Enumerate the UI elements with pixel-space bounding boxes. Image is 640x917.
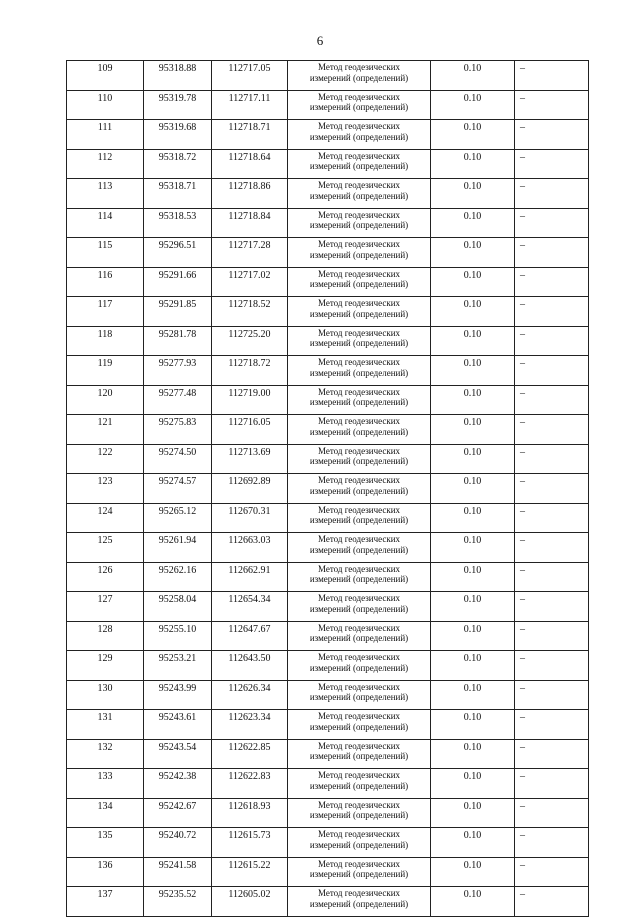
point-number-cell: 118 bbox=[67, 326, 144, 356]
method-line: Метод геодезических bbox=[317, 416, 401, 426]
method-line: Метод геодезических bbox=[317, 858, 401, 869]
y-coordinate-cell: 112717.28 bbox=[212, 238, 288, 268]
table-row bbox=[67, 238, 589, 268]
x-coordinate-cell: 95318.71 bbox=[144, 179, 212, 209]
y-coordinate-cell: 112623.34 bbox=[212, 710, 288, 740]
y-coordinate-cell: 112716.05 bbox=[212, 415, 288, 445]
description-cell: – bbox=[515, 297, 589, 327]
accuracy-cell: 0.10 bbox=[431, 326, 515, 356]
table-row bbox=[67, 444, 589, 474]
table-row bbox=[67, 179, 589, 209]
table-row bbox=[67, 739, 589, 769]
table-row bbox=[67, 769, 589, 799]
y-coordinate-cell: 112717.11 bbox=[212, 90, 288, 120]
accuracy-cell: 0.10 bbox=[431, 61, 515, 91]
x-coordinate-cell: 95265.12 bbox=[144, 503, 212, 533]
x-coordinate-cell: 95291.85 bbox=[144, 297, 212, 327]
table-row bbox=[67, 297, 589, 327]
method-cell bbox=[288, 415, 431, 445]
method-line: измерений (определений) bbox=[309, 751, 409, 761]
table-row bbox=[67, 533, 589, 563]
point-number-cell: 114 bbox=[67, 208, 144, 238]
x-coordinate-cell: 95318.88 bbox=[144, 61, 212, 91]
page-number: 6 bbox=[316, 33, 324, 48]
table-row bbox=[67, 356, 589, 386]
y-coordinate-cell: 112718.64 bbox=[212, 149, 288, 179]
table-row bbox=[67, 385, 589, 415]
method-cell bbox=[288, 179, 431, 209]
coordinates-table-body bbox=[67, 61, 589, 917]
y-coordinate-cell: 112717.05 bbox=[212, 61, 288, 91]
description-cell: – bbox=[515, 385, 589, 415]
y-coordinate-cell: 112719.00 bbox=[212, 385, 288, 415]
method-cell bbox=[288, 474, 431, 504]
method-cell bbox=[288, 651, 431, 681]
x-coordinate-cell: 95258.04 bbox=[144, 592, 212, 622]
table-row bbox=[67, 90, 589, 120]
accuracy-cell: 0.10 bbox=[431, 415, 515, 445]
accuracy-cell: 0.10 bbox=[431, 356, 515, 386]
method-line: Метод геодезических bbox=[317, 357, 401, 367]
accuracy-cell: 0.10 bbox=[431, 710, 515, 740]
x-coordinate-cell: 95262.16 bbox=[144, 562, 212, 592]
accuracy-cell: 0.10 bbox=[431, 651, 515, 681]
method-cell bbox=[288, 444, 431, 474]
method-cell bbox=[288, 267, 431, 297]
method-line: измерений (определений) bbox=[309, 190, 409, 201]
method-line: измерений (определений) bbox=[309, 603, 409, 614]
x-coordinate-cell: 95255.10 bbox=[144, 621, 212, 651]
method-line: измерений (определений) bbox=[309, 367, 409, 378]
y-coordinate-cell: 112718.52 bbox=[212, 297, 288, 327]
description-cell: – bbox=[515, 651, 589, 681]
method-line: Метод геодезических bbox=[317, 829, 401, 839]
x-coordinate-cell: 95277.48 bbox=[144, 385, 212, 415]
y-coordinate-cell: 112615.22 bbox=[212, 857, 288, 887]
accuracy-cell: 0.10 bbox=[431, 739, 515, 769]
method-cell bbox=[288, 621, 431, 651]
method-cell bbox=[288, 503, 431, 533]
method-line: измерений (определений) bbox=[309, 102, 409, 112]
method-line: измерений (определений) bbox=[309, 662, 409, 673]
y-coordinate-cell: 112713.69 bbox=[212, 444, 288, 474]
x-coordinate-cell: 95291.66 bbox=[144, 267, 212, 297]
method-line: измерений (определений) bbox=[309, 249, 409, 260]
method-line: измерений (определений) bbox=[309, 692, 409, 702]
table-row bbox=[67, 828, 589, 858]
method-line: измерений (определений) bbox=[309, 780, 409, 791]
method-line: Метод геодезических bbox=[317, 475, 401, 485]
method-line: измерений (определений) bbox=[309, 721, 409, 732]
y-coordinate-cell: 112663.03 bbox=[212, 533, 288, 563]
accuracy-cell: 0.10 bbox=[431, 887, 515, 917]
y-coordinate-cell: 112605.02 bbox=[212, 887, 288, 917]
method-cell bbox=[288, 90, 431, 120]
point-number-cell: 131 bbox=[67, 710, 144, 740]
point-number-cell: 121 bbox=[67, 415, 144, 445]
point-number-cell: 117 bbox=[67, 297, 144, 327]
x-coordinate-cell: 95319.78 bbox=[144, 90, 212, 120]
method-line: Метод геодезических bbox=[317, 121, 401, 131]
description-cell: – bbox=[515, 710, 589, 740]
accuracy-cell: 0.10 bbox=[431, 828, 515, 858]
method-line: измерений (определений) bbox=[309, 456, 409, 466]
description-cell: – bbox=[515, 208, 589, 238]
table-row bbox=[67, 651, 589, 681]
y-coordinate-cell: 112622.85 bbox=[212, 739, 288, 769]
accuracy-cell: 0.10 bbox=[431, 592, 515, 622]
accuracy-cell: 0.10 bbox=[431, 444, 515, 474]
table-row bbox=[67, 208, 589, 238]
method-line: измерений (определений) bbox=[309, 898, 409, 909]
table-row bbox=[67, 415, 589, 445]
description-cell: – bbox=[515, 326, 589, 356]
point-number-cell: 134 bbox=[67, 798, 144, 828]
x-coordinate-cell: 95242.38 bbox=[144, 769, 212, 799]
point-number-cell: 132 bbox=[67, 739, 144, 769]
point-number-cell: 130 bbox=[67, 680, 144, 710]
x-coordinate-cell: 95261.94 bbox=[144, 533, 212, 563]
description-cell: – bbox=[515, 769, 589, 799]
table-row bbox=[67, 710, 589, 740]
point-number-cell: 123 bbox=[67, 474, 144, 504]
x-coordinate-cell: 95318.72 bbox=[144, 149, 212, 179]
table-row bbox=[67, 680, 589, 710]
table-row bbox=[67, 621, 589, 651]
table-row bbox=[67, 798, 589, 828]
y-coordinate-cell: 112718.72 bbox=[212, 356, 288, 386]
method-line: измерений (определений) bbox=[309, 397, 409, 407]
method-cell bbox=[288, 61, 431, 91]
method-line: измерений (определений) bbox=[309, 810, 409, 820]
method-line: Метод геодезических bbox=[317, 180, 401, 190]
method-cell bbox=[288, 385, 431, 415]
accuracy-cell: 0.10 bbox=[431, 149, 515, 179]
x-coordinate-cell: 95242.67 bbox=[144, 798, 212, 828]
method-cell bbox=[288, 356, 431, 386]
point-number-cell: 126 bbox=[67, 562, 144, 592]
table-row bbox=[67, 503, 589, 533]
point-number-cell: 122 bbox=[67, 444, 144, 474]
x-coordinate-cell: 95274.57 bbox=[144, 474, 212, 504]
method-cell bbox=[288, 857, 431, 887]
table-row bbox=[67, 61, 589, 91]
description-cell: – bbox=[515, 90, 589, 120]
description-cell: – bbox=[515, 887, 589, 917]
accuracy-cell: 0.10 bbox=[431, 680, 515, 710]
method-line: Метод геодезических bbox=[317, 445, 401, 456]
method-line: измерений (определений) bbox=[309, 72, 409, 83]
method-cell bbox=[288, 739, 431, 769]
method-line: Метод геодезических bbox=[317, 239, 401, 249]
point-number-cell: 136 bbox=[67, 857, 144, 887]
method-cell bbox=[288, 887, 431, 917]
accuracy-cell: 0.10 bbox=[431, 503, 515, 533]
y-coordinate-cell: 112626.34 bbox=[212, 680, 288, 710]
method-line: измерений (определений) bbox=[309, 485, 409, 496]
description-cell: – bbox=[515, 179, 589, 209]
method-line: измерений (определений) bbox=[309, 279, 409, 289]
method-cell bbox=[288, 798, 431, 828]
x-coordinate-cell: 95319.68 bbox=[144, 120, 212, 150]
method-line: Метод геодезических bbox=[317, 91, 401, 102]
method-cell bbox=[288, 533, 431, 563]
table-row bbox=[67, 149, 589, 179]
accuracy-cell: 0.10 bbox=[431, 857, 515, 887]
point-number-cell: 110 bbox=[67, 90, 144, 120]
method-line: измерений (определений) bbox=[309, 161, 409, 171]
x-coordinate-cell: 95277.93 bbox=[144, 356, 212, 386]
accuracy-cell: 0.10 bbox=[431, 798, 515, 828]
method-cell bbox=[288, 149, 431, 179]
accuracy-cell: 0.10 bbox=[431, 120, 515, 150]
point-number-cell: 133 bbox=[67, 769, 144, 799]
accuracy-cell: 0.10 bbox=[431, 267, 515, 297]
x-coordinate-cell: 95281.78 bbox=[144, 326, 212, 356]
point-number-cell: 128 bbox=[67, 621, 144, 651]
method-line: измерений (определений) bbox=[309, 515, 409, 525]
x-coordinate-cell: 95240.72 bbox=[144, 828, 212, 858]
y-coordinate-cell: 112718.71 bbox=[212, 120, 288, 150]
y-coordinate-cell: 112670.31 bbox=[212, 503, 288, 533]
accuracy-cell: 0.10 bbox=[431, 238, 515, 268]
table-row bbox=[67, 857, 589, 887]
y-coordinate-cell: 112725.20 bbox=[212, 326, 288, 356]
method-line: измерений (определений) bbox=[309, 131, 409, 142]
point-number-cell: 125 bbox=[67, 533, 144, 563]
point-number-cell: 116 bbox=[67, 267, 144, 297]
accuracy-cell: 0.10 bbox=[431, 90, 515, 120]
y-coordinate-cell: 112718.86 bbox=[212, 179, 288, 209]
y-coordinate-cell: 112718.84 bbox=[212, 208, 288, 238]
accuracy-cell: 0.10 bbox=[431, 385, 515, 415]
accuracy-cell: 0.10 bbox=[431, 297, 515, 327]
method-line: измерений (определений) bbox=[309, 426, 409, 437]
accuracy-cell: 0.10 bbox=[431, 179, 515, 209]
method-line: Метод геодезических bbox=[317, 386, 401, 397]
description-cell: – bbox=[515, 533, 589, 563]
accuracy-cell: 0.10 bbox=[431, 208, 515, 238]
point-number-cell: 115 bbox=[67, 238, 144, 268]
method-line: Метод геодезических bbox=[317, 209, 401, 220]
description-cell: – bbox=[515, 238, 589, 268]
method-cell bbox=[288, 828, 431, 858]
point-number-cell: 127 bbox=[67, 592, 144, 622]
table-row bbox=[67, 592, 589, 622]
method-line: Метод геодезических bbox=[317, 327, 401, 338]
description-cell: – bbox=[515, 592, 589, 622]
method-line: измерений (определений) bbox=[309, 220, 409, 230]
method-line: Метод геодезических bbox=[317, 563, 401, 574]
method-line: измерений (определений) bbox=[309, 338, 409, 348]
accuracy-cell: 0.10 bbox=[431, 533, 515, 563]
point-number-cell: 135 bbox=[67, 828, 144, 858]
description-cell: – bbox=[515, 562, 589, 592]
description-cell: – bbox=[515, 857, 589, 887]
y-coordinate-cell: 112662.91 bbox=[212, 562, 288, 592]
description-cell: – bbox=[515, 415, 589, 445]
method-line: Метод геодезических bbox=[317, 711, 401, 721]
method-line: Метод геодезических bbox=[317, 298, 401, 308]
table-row bbox=[67, 887, 589, 917]
accuracy-cell: 0.10 bbox=[431, 562, 515, 592]
point-number-cell: 120 bbox=[67, 385, 144, 415]
x-coordinate-cell: 95274.50 bbox=[144, 444, 212, 474]
coordinates-table bbox=[66, 60, 589, 917]
y-coordinate-cell: 112692.89 bbox=[212, 474, 288, 504]
point-number-cell: 129 bbox=[67, 651, 144, 681]
method-cell bbox=[288, 297, 431, 327]
method-line: Метод геодезических bbox=[317, 799, 401, 810]
description-cell: – bbox=[515, 267, 589, 297]
method-cell bbox=[288, 120, 431, 150]
x-coordinate-cell: 95243.54 bbox=[144, 739, 212, 769]
x-coordinate-cell: 95241.58 bbox=[144, 857, 212, 887]
method-line: Метод геодезических bbox=[317, 150, 401, 161]
method-line: измерений (определений) bbox=[309, 839, 409, 850]
point-number-cell: 124 bbox=[67, 503, 144, 533]
description-cell: – bbox=[515, 739, 589, 769]
method-cell bbox=[288, 562, 431, 592]
method-line: Метод геодезических bbox=[317, 534, 401, 544]
y-coordinate-cell: 112618.93 bbox=[212, 798, 288, 828]
method-cell bbox=[288, 710, 431, 740]
x-coordinate-cell: 95243.61 bbox=[144, 710, 212, 740]
method-line: Метод геодезических bbox=[317, 770, 401, 780]
x-coordinate-cell: 95275.83 bbox=[144, 415, 212, 445]
point-number-cell: 119 bbox=[67, 356, 144, 386]
method-cell bbox=[288, 326, 431, 356]
description-cell: – bbox=[515, 621, 589, 651]
method-line: Метод геодезических bbox=[317, 593, 401, 603]
method-line: Метод геодезических bbox=[317, 681, 401, 692]
y-coordinate-cell: 112654.34 bbox=[212, 592, 288, 622]
description-cell: – bbox=[515, 474, 589, 504]
table-row bbox=[67, 120, 589, 150]
method-line: измерений (определений) bbox=[309, 574, 409, 584]
method-cell bbox=[288, 769, 431, 799]
accuracy-cell: 0.10 bbox=[431, 621, 515, 651]
y-coordinate-cell: 112717.02 bbox=[212, 267, 288, 297]
method-cell bbox=[288, 238, 431, 268]
method-line: Метод геодезических bbox=[317, 740, 401, 751]
table-row bbox=[67, 326, 589, 356]
table-row bbox=[67, 267, 589, 297]
description-cell: – bbox=[515, 503, 589, 533]
point-number-cell: 137 bbox=[67, 887, 144, 917]
method-cell bbox=[288, 208, 431, 238]
method-line: измерений (определений) bbox=[309, 633, 409, 643]
x-coordinate-cell: 95318.53 bbox=[144, 208, 212, 238]
x-coordinate-cell: 95235.52 bbox=[144, 887, 212, 917]
description-cell: – bbox=[515, 149, 589, 179]
point-number-cell: 112 bbox=[67, 149, 144, 179]
method-cell bbox=[288, 592, 431, 622]
method-line: Метод геодезических bbox=[317, 268, 401, 279]
table-row bbox=[67, 562, 589, 592]
method-line: Метод геодезических bbox=[317, 504, 401, 515]
point-number-cell: 111 bbox=[67, 120, 144, 150]
y-coordinate-cell: 112615.73 bbox=[212, 828, 288, 858]
method-cell bbox=[288, 680, 431, 710]
y-coordinate-cell: 112643.50 bbox=[212, 651, 288, 681]
method-line: Метод геодезических bbox=[317, 888, 401, 898]
accuracy-cell: 0.10 bbox=[431, 769, 515, 799]
y-coordinate-cell: 112647.67 bbox=[212, 621, 288, 651]
description-cell: – bbox=[515, 356, 589, 386]
method-line: Метод геодезических bbox=[317, 652, 401, 662]
x-coordinate-cell: 95243.99 bbox=[144, 680, 212, 710]
description-cell: – bbox=[515, 680, 589, 710]
point-number-cell: 109 bbox=[67, 61, 144, 91]
method-line: измерений (определений) bbox=[309, 869, 409, 879]
accuracy-cell: 0.10 bbox=[431, 474, 515, 504]
method-line: Метод геодезических bbox=[317, 622, 401, 633]
description-cell: – bbox=[515, 120, 589, 150]
description-cell: – bbox=[515, 828, 589, 858]
x-coordinate-cell: 95253.21 bbox=[144, 651, 212, 681]
method-line: Метод геодезических bbox=[317, 62, 401, 72]
description-cell: – bbox=[515, 61, 589, 91]
description-cell: – bbox=[515, 444, 589, 474]
point-number-cell: 113 bbox=[67, 179, 144, 209]
x-coordinate-cell: 95296.51 bbox=[144, 238, 212, 268]
method-line: измерений (определений) bbox=[309, 544, 409, 555]
y-coordinate-cell: 112622.83 bbox=[212, 769, 288, 799]
method-line: измерений (определений) bbox=[309, 308, 409, 319]
table-row bbox=[67, 474, 589, 504]
description-cell: – bbox=[515, 798, 589, 828]
